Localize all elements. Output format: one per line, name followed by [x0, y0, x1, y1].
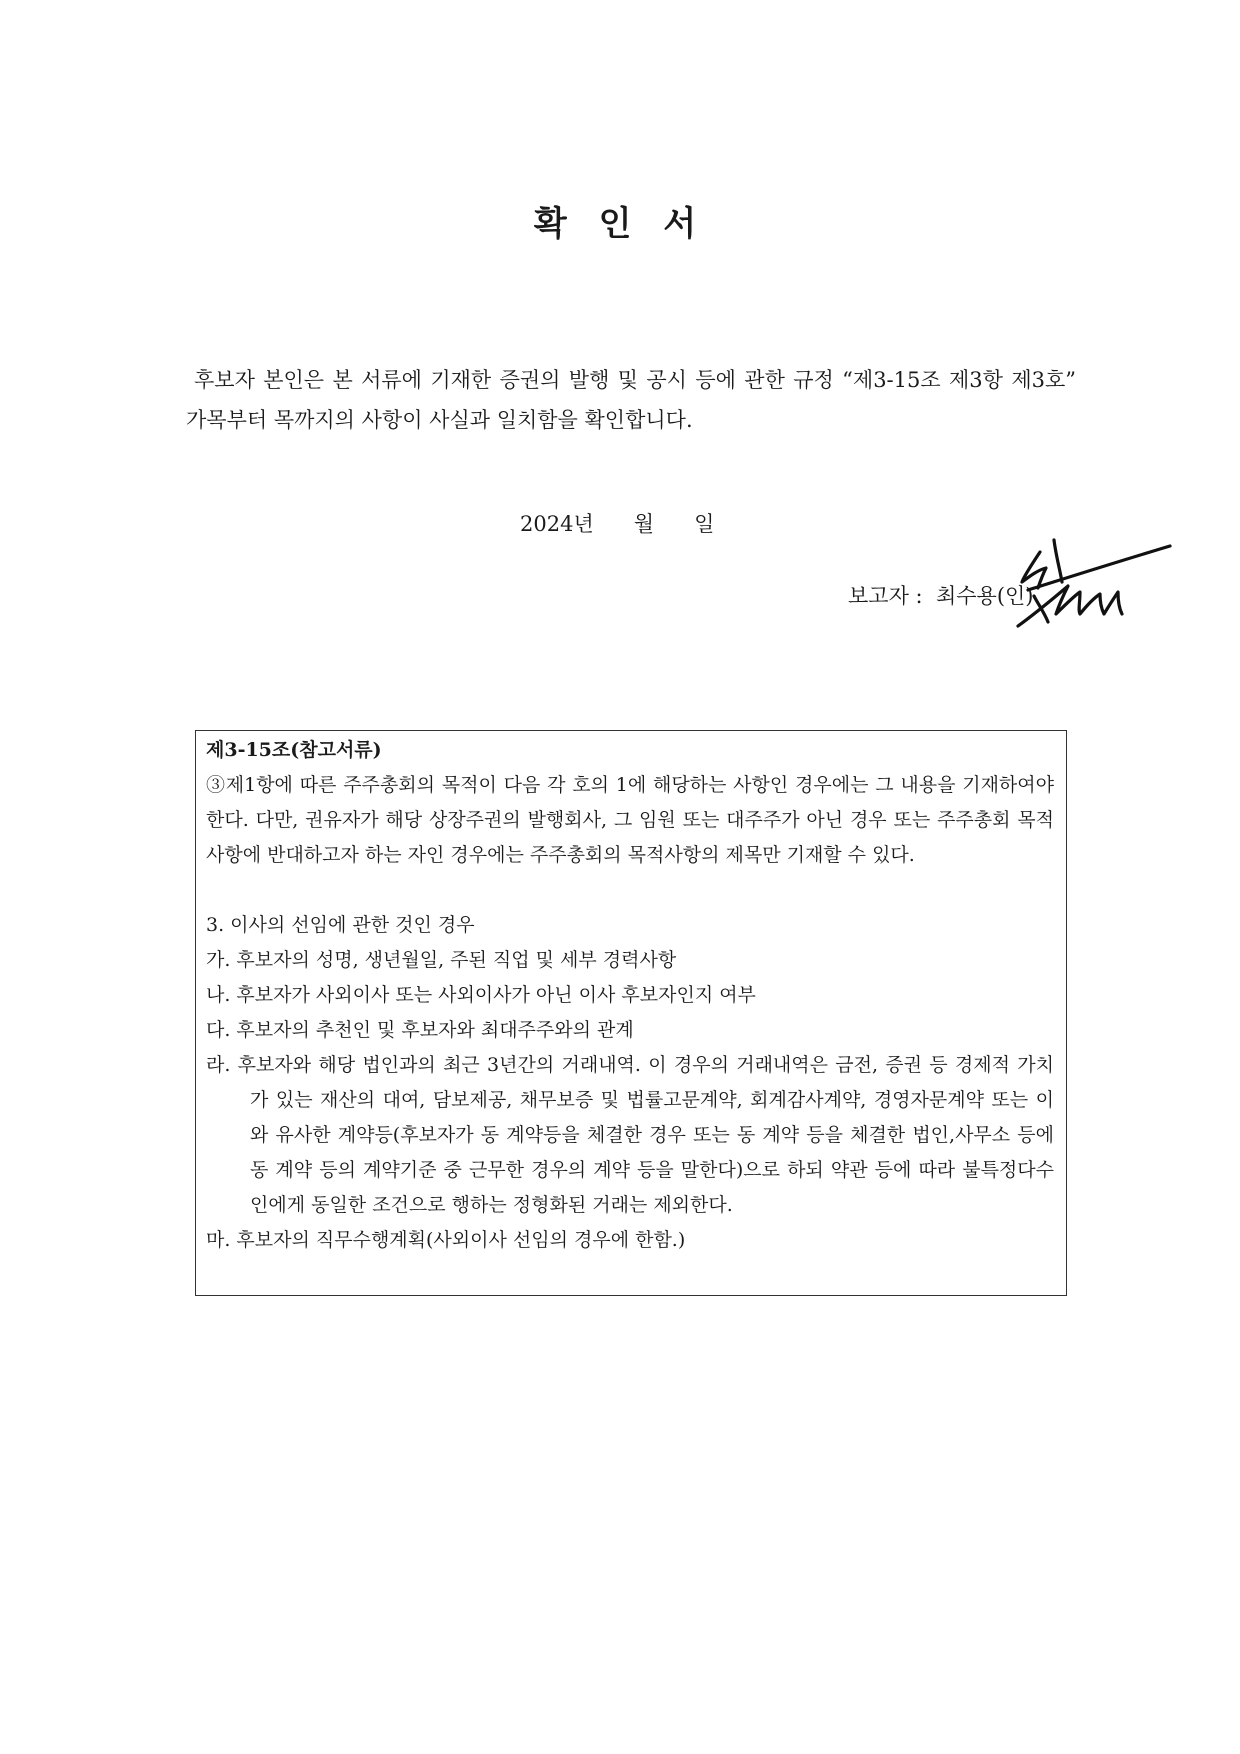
- reporter-label: 보고자 :: [848, 584, 923, 608]
- reference-spacer: [206, 873, 1054, 908]
- reference-item: 마. 후보자의 직무수행계획(사외이사 선임의 경우에 한함.): [206, 1229, 686, 1251]
- reporter-line: [848, 580, 1034, 610]
- reference-item: 다. 후보자의 추천인 및 후보자와 최대주주와의 관계: [206, 1019, 634, 1041]
- reference-item: 라. 후보자와 해당 법인과의 최근 3년간의 거래내역. 이 경우의 거래내역은 금전, 증권 등 경제적 가치가 있는 재산의 대여, 담보제공, 채무보증 및 법률고문계약, 회계감사계약, 경영자문계약 또는 이와 유사한 계약등(후보자가 동 계약등을 체결한 경우 또는 동 계약 등을 체결한 법인,사무소 등에 동 계약 등의 계약기준 중 근무한 경우의 계약 등을 말한다)으로 하되 약관 등에 따라 불특정다수인에게 동일한 조건으로 행하는 정형화된 거래는 제외한다.: [206, 1054, 1054, 1216]
- reporter-name: 최수용(인): [935, 584, 1034, 608]
- handwritten-signature: [1010, 530, 1180, 640]
- reference-paragraph: ③제1항에 따른 주주총회의 목적이 다음 각 호의 1에 해당하는 사항인 경우에는 그 내용을 기재하여야 한다. 다만, 권유자가 해당 상장주권의 발행회사, 그 임원 또는 대주주가 아닌 경우 또는 주주총회 목적사항에 반대하고자 하는 자인 경우에는 주주총회의 목적사항의 제목만 기재할 수 있다.: [206, 774, 1054, 866]
- reference-item: 나. 후보자가 사외이사 또는 사외이사가 아닌 이사 후보자인지 여부: [206, 984, 756, 1006]
- reference-item: 가. 후보자의 성명, 생년월일, 주된 직업 및 세부 경력사항: [206, 949, 677, 971]
- reference-heading: 제3-15조(참고서류): [206, 739, 382, 761]
- reference-item-title: 3. 이사의 선임에 관한 것인 경우: [206, 914, 475, 936]
- date-line: 2024년 월 일: [520, 512, 715, 536]
- document-title: 확 인 서: [533, 204, 707, 244]
- reference-box: [195, 730, 1067, 1296]
- confirmation-statement: 후보자 본인은 본 서류에 기재한 증권의 발행 및 공시 등에 관한 규정 “제3-15조 제3항 제3호” 가목부터 목까지의 사항이 사실과 일치함을 확인합니다.: [186, 368, 1076, 432]
